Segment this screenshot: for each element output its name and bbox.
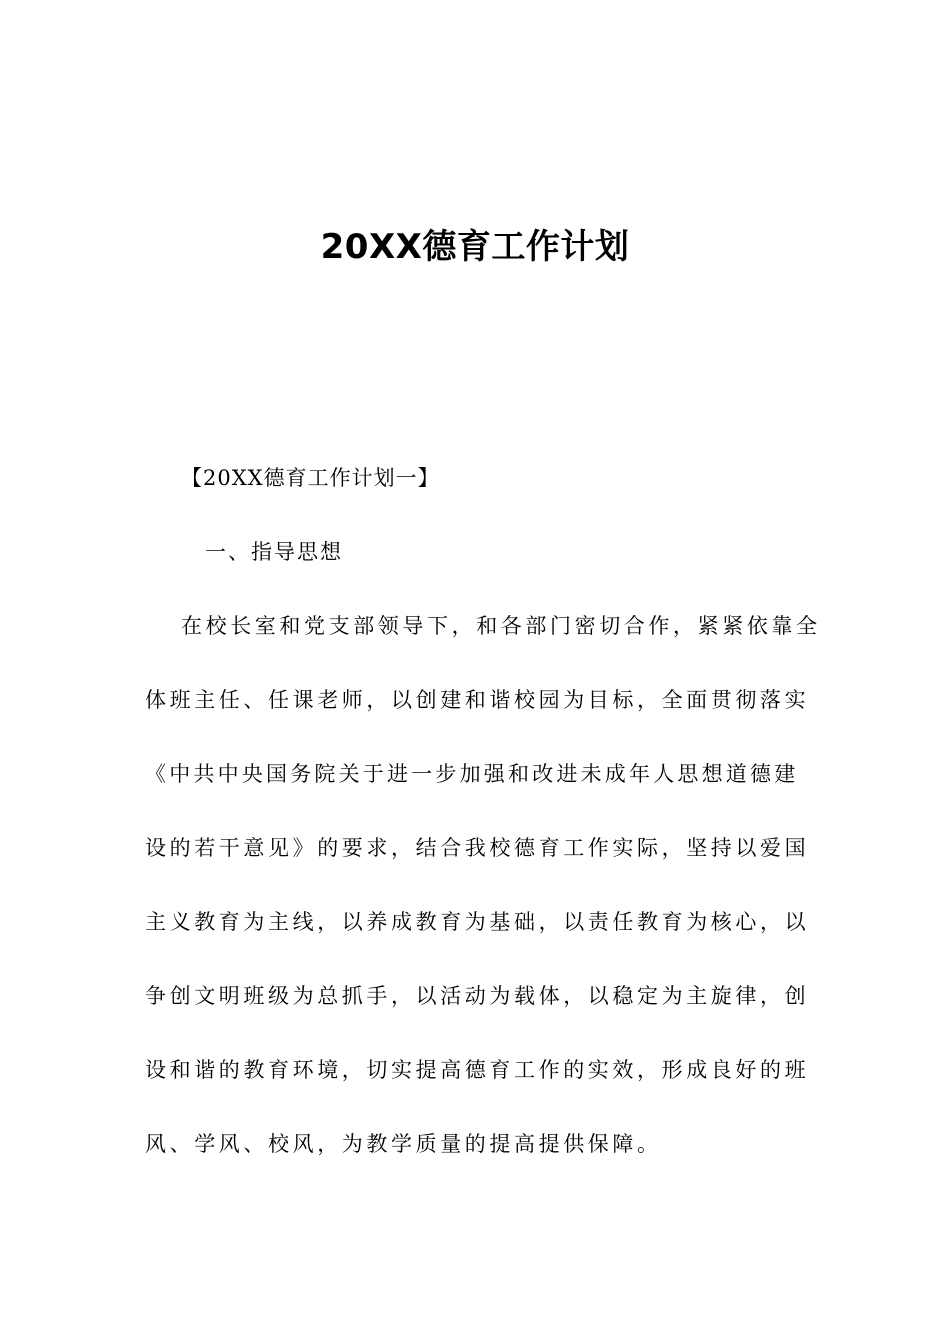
section-heading: 一、指导思想 bbox=[205, 540, 343, 564]
paragraph-line: 在校长室和党支部领导下，和各部门密切合作，紧紧依靠全 bbox=[181, 614, 821, 638]
document-title: 20XX德育工作计划 bbox=[320, 227, 630, 267]
paragraph-line: 风、学风、校风，为教学质量的提高提供保障。 bbox=[145, 1132, 662, 1156]
paragraph-line: 主义教育为主线，以养成教育为基础，以责任教育为核心，以 bbox=[145, 910, 810, 934]
section-title: 【20XX德育工作计划一】 bbox=[181, 466, 440, 490]
paragraph-line: 设和谐的教育环境，切实提高德育工作的实效，形成良好的班 bbox=[145, 1058, 810, 1082]
paragraph-line: 设的若干意见》的要求，结合我校德育工作实际，坚持以爱国 bbox=[145, 836, 810, 860]
paragraph-line: 《中共中央国务院关于进一步加强和改进未成年人思想道德建 bbox=[145, 762, 799, 786]
paragraph-line: 体班主任、任课老师，以创建和谐校园为目标，全面贯彻落实 bbox=[145, 688, 810, 712]
paragraph-line: 争创文明班级为总抓手，以活动为载体，以稳定为主旋律，创 bbox=[145, 984, 810, 1008]
